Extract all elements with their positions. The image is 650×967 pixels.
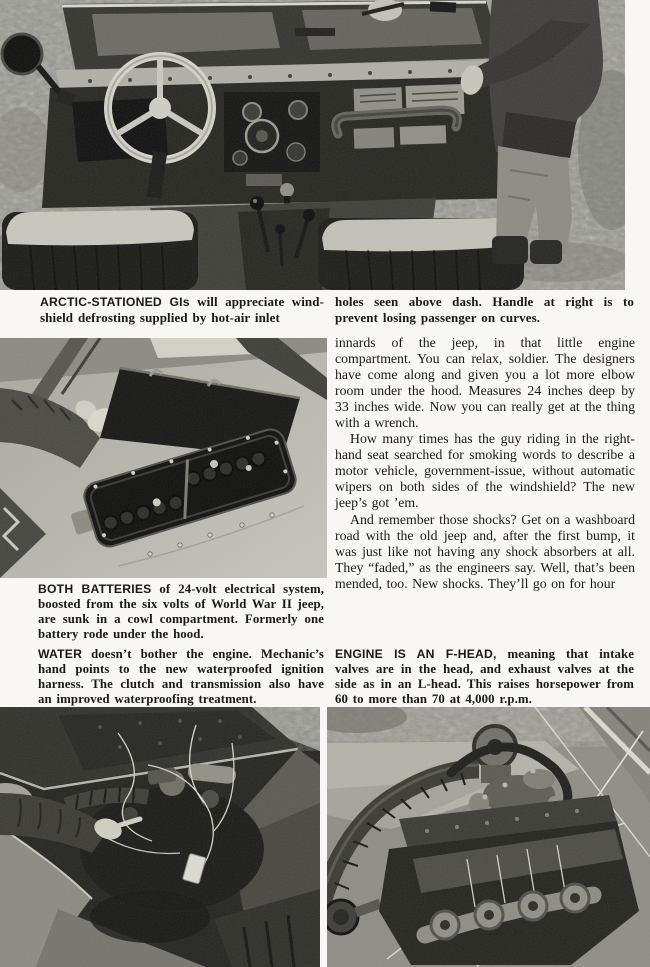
photo-battery-compartment [0, 338, 327, 578]
caption-arctic [40, 294, 324, 326]
photo-engine-bay [0, 707, 320, 967]
caption-batteries [38, 582, 324, 642]
caption-arctic-text: will appreciate wind-shield defrosting supplied by hot-air inlet [40, 294, 324, 325]
article-column [335, 335, 635, 592]
caption-water-text: doesn’t bother the engine. Mechanic’s hand points to the new waterproofed ignition harness. The clutch and transmission also have an improved waterproofing treatment. [38, 647, 324, 706]
photo-engine-closeup [327, 707, 650, 967]
caption-water-lead: WATER [38, 647, 83, 661]
caption-engine-lead: ENGINE IS AN F-HEAD, [335, 647, 497, 661]
caption-arctic-continued-text: holes seen above dash. Handle at right is to prevent losing passenger on curves. [335, 294, 634, 325]
caption-batteries-text: of 24-volt electrical system, boosted from the six volts of World War II jeep, are sunk in a cowl compartment. Formerly one battery rode under the hood. [38, 582, 325, 641]
caption-engine-text: meaning that intake valves are in the head, and exhaust valves at the side as in an L-head. This raises horsepower from 60 to more than 70 at 4,000 r.p.m. [335, 647, 634, 706]
photo-jeep-cockpit [0, 0, 625, 290]
caption-engine [335, 647, 634, 707]
article-paragraph-1: innards of the jeep, in that little engine compartment. You can relax, soldier. The designers have come along and given you a lot more elbow room under the hood. Measures 24 inches deep by 33 inches wide. Now you can really get at the thing with a wrench. [335, 335, 635, 431]
caption-arctic-lead: ARCTIC-STATIONED GIs [40, 295, 190, 309]
caption-batteries-lead: BOTH BATTERIES [38, 582, 152, 596]
article-paragraph-3: And remember those shocks? Get on a washboard road with the old jeep and, after the first bump, it was just like not having any shock absorbers at all. They “faded,” as the engineers say. Well, that’s been mended, too. New shocks. They’ll go on for hour [335, 511, 635, 591]
caption-water [38, 647, 324, 707]
caption-arctic-continued [335, 294, 634, 326]
article-paragraph-2: How many times has the guy riding in the right-hand seat searched for smoking words to describe a motor vehicle, government-issue, without automatic wipers on both sides of the windshield? The new jeep’s got ’em. [335, 431, 635, 511]
